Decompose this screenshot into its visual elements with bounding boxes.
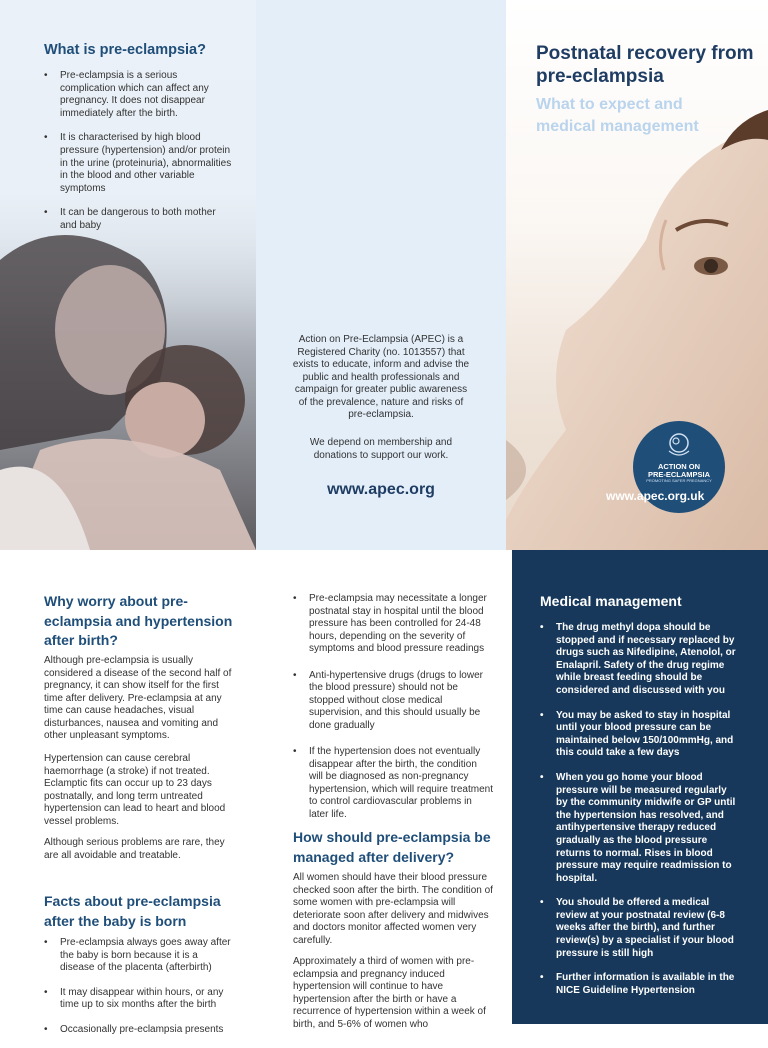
list-item: • When you go home your blood pressure will be measured regularly by the community midwife or GP until the hypertension has resolved, and antihypertensive therapy reduced gradually as the blood pressure returns to normal. Rises in blood pressure may require readmission to hospital.	[540, 772, 740, 885]
paragraph: Although pre-eclampsia is usually considered a disease of the second half of pregnancy, it can show itself for the first time after delivery. Pre-eclampsia at any time can cause headaches, visual disturbances, nausea and vomiting and other unpleasant symptoms.	[44, 655, 232, 741]
paragraph: All women should have their blood pressure checked soon after the birth. The condition of some women with pre-eclampsia will deteriorate soon after delivery and midwives and doctors monitor affected women very carefully.	[293, 872, 493, 946]
panel-management	[256, 550, 512, 1030]
panel-what-is-pre-eclampsia	[0, 0, 256, 550]
section-heading: What is pre-eclampsia?	[44, 42, 206, 58]
panel-medical-management	[512, 550, 768, 1024]
support-text: We depend on membership and donations to support our work.	[309, 437, 453, 461]
panel-charity-info	[256, 0, 506, 550]
list-item: • Pre-eclampsia may necessitate a longer postnatal stay in hospital until the blood pressure has been controlled for 24-48 hours, depending on the severity of symptoms and blood pressure readings	[293, 593, 493, 656]
bullet-list	[293, 593, 493, 835]
list-item: • Anti-hypertensive drugs (drugs to lower the blood pressure) should not be stopped without close medical supervision, and this should usually be done gradually	[293, 670, 493, 733]
panel-cover	[506, 0, 768, 550]
brochure-subtitle: What to expect and medical management	[536, 96, 699, 135]
list-item: • It may disappear within hours, or any time up to six months after the birth	[44, 987, 234, 1012]
paragraph: Although serious problems are rare, they are all avoidable and treatable.	[44, 837, 225, 861]
list-item: • Occasionally pre-eclampsia presents	[44, 1024, 234, 1037]
website-link[interactable]: www.apec.org	[327, 481, 435, 498]
mother-baby-photo	[0, 220, 256, 550]
charity-description: Action on Pre-Eclampsia (APEC) is a Registered Charity (no. 1013557) that exists to educate, inform and advise the public and health professionals and campaign for greater public awareness of the prevalence, nature and risks of pre-eclampsia.	[292, 334, 470, 420]
list-item: • Further information is available in the NICE Guideline Hypertension	[540, 972, 740, 997]
list-item: • Pre-eclampsia always goes away after the baby is born because it is a disease of the placenta (afterbirth)	[44, 937, 234, 975]
list-item: • You should be offered a medical review at your postnatal review (6-8 weeks after the birth), and further review(s) by a specialist if your blood pressure is still high	[540, 897, 740, 960]
logo-text: ACTION ON PRE-ECLAMPSIA	[647, 462, 711, 479]
list-item: • It can be dangerous to both mother and baby	[44, 207, 234, 232]
section-heading: Facts about pre-eclampsia after the baby is born	[44, 893, 221, 929]
list-item: • The drug methyl dopa should be stopped and if necessary replaced by drugs such as Nifedipine, Atenolol, or Enalapril. Safety of the drug regime while breast feeding should be considered and discussed with you	[540, 622, 740, 698]
bullet-list	[540, 622, 740, 1009]
website-link[interactable]: www.apec.org.uk	[606, 489, 705, 503]
section-heading: Medical management	[540, 593, 682, 609]
list-item: • Pre-eclampsia is a serious complication which can affect any pregnancy. It does not disappear immediately after the birth.	[44, 70, 234, 120]
section-heading: Why worry about pre-eclampsia and hypertension after birth?	[44, 593, 233, 648]
logo-tagline: PROMOTING SAFER PREGNANCY	[646, 478, 712, 483]
bullet-list	[44, 70, 234, 245]
brochure-title: Postnatal recovery from pre-eclampsia	[536, 43, 754, 87]
section-heading: How should pre-eclampsia be managed after delivery?	[293, 829, 491, 865]
list-item: • It is characterised by high blood pressure (hypertension) and/or protein in the urine (proteinuria), abnormalities in the blood and other variable symptoms	[44, 132, 234, 195]
bullet-list	[44, 937, 234, 1048]
panel-why-worry	[0, 550, 256, 1035]
list-item: • You may be asked to stay in hospital until your blood pressure can be maintained below 150/100mmHg, and this could take a few days	[540, 710, 740, 760]
paragraph: Hypertension can cause cerebral haemorrhage (a stroke) if not treated. Eclamptic fits can occur up to 23 days postnatally, and long term untreated hypertension can lead to heart and blood vessel problems.	[44, 753, 226, 827]
list-item: • If the hypertension does not eventually disappear after the birth, the condition will be diagnosed as non-pregnancy hypertension, which will require treatment to control cardiovascular problems in later life.	[293, 746, 493, 821]
paragraph: Approximately a third of women with pre-eclampsia and pregnancy induced hypertension will continue to have hypertension after the birth or have a recurrence of hypertension within a week of birth, and 5-6% of women who	[293, 956, 486, 1030]
